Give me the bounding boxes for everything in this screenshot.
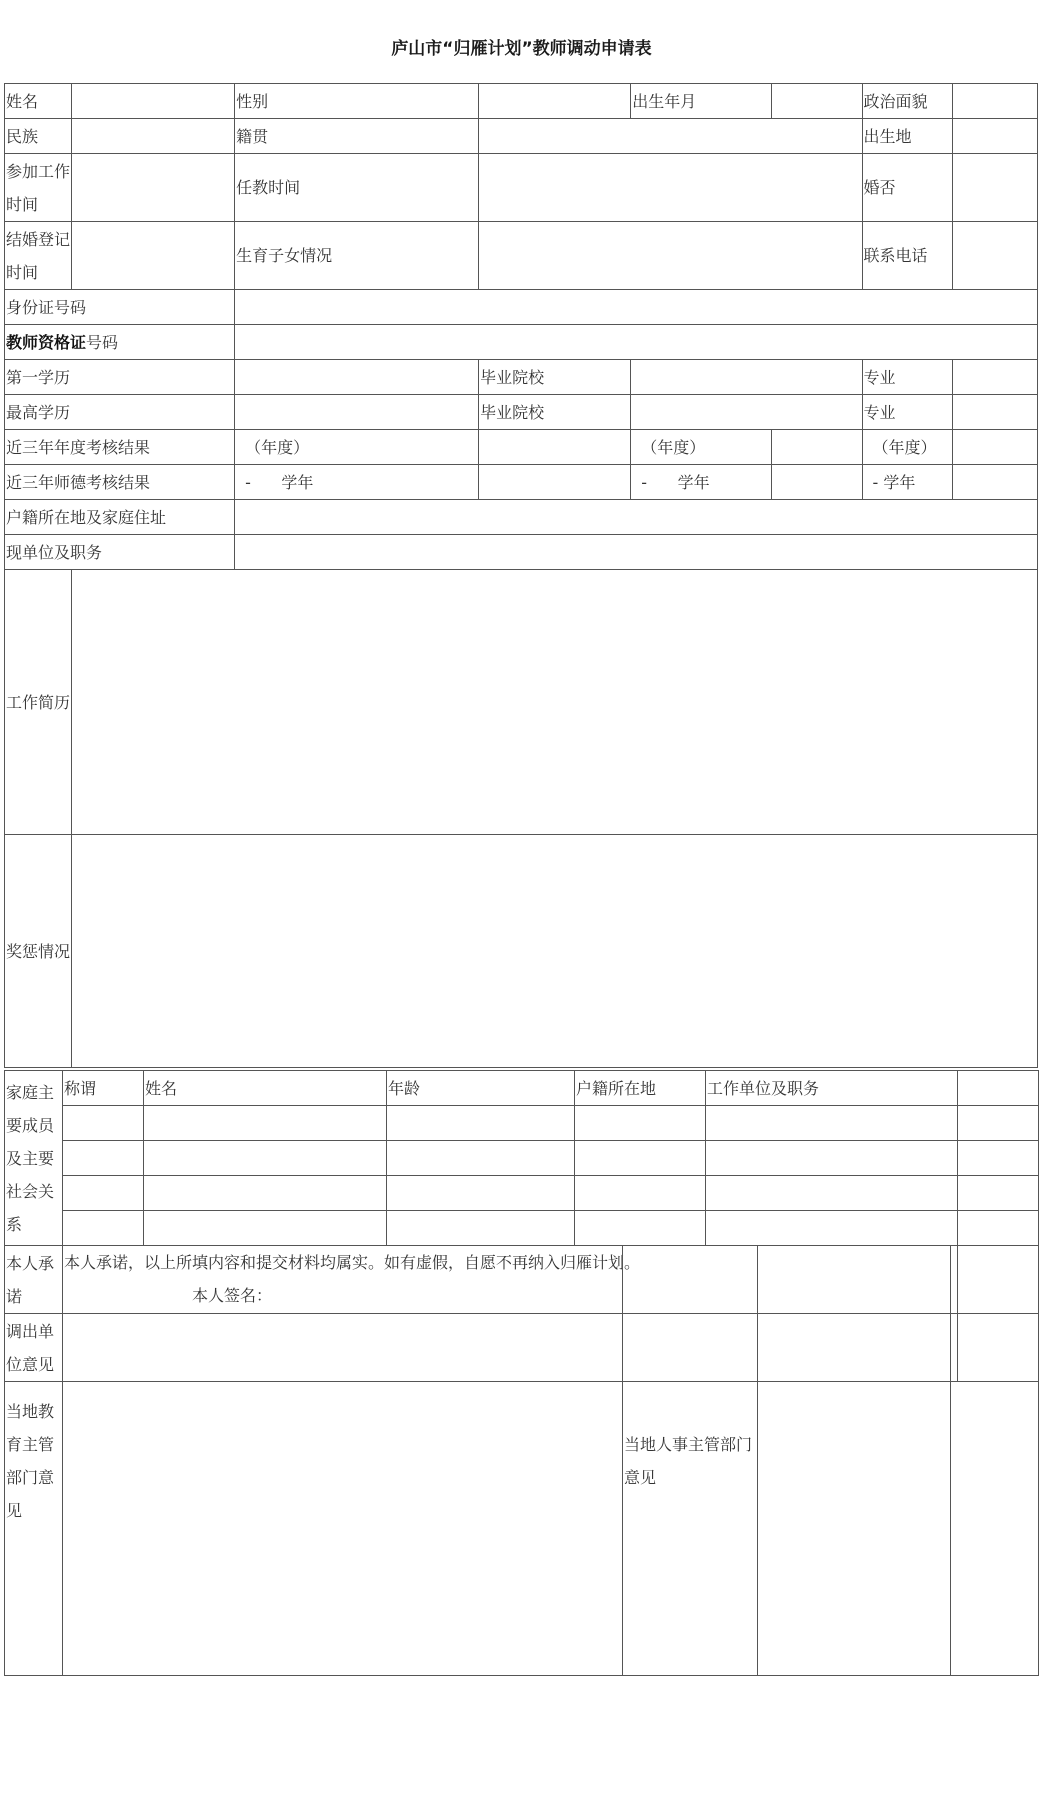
field-edu-dept-opinion[interactable] [63, 1246, 623, 1676]
label-work-resume: 工作简历 [5, 570, 72, 835]
ethics-result-1[interactable] [479, 465, 631, 500]
label-name: 姓名 [5, 84, 72, 119]
form-row [5, 290, 1038, 325]
label-gender: 性别 [235, 84, 479, 119]
family-cell[interactable] [144, 1141, 387, 1176]
label-hr-dept-opinion: 当地人事主管部门意见 [623, 1246, 758, 1676]
field-ethnicity[interactable] [72, 119, 235, 154]
annual-result-2[interactable] [771, 430, 862, 465]
field-major-1[interactable] [953, 360, 1038, 395]
form-row [5, 222, 1038, 290]
ethics-result-2[interactable] [771, 465, 862, 500]
label-major-1: 专业 [862, 360, 953, 395]
family-cell[interactable] [706, 1176, 958, 1211]
signature-label: 本人签名： [192, 1286, 273, 1305]
field-id-number[interactable] [235, 290, 1038, 325]
commitment-text: 本人承诺，以上所填内容和提交材料均属实。如有虚假，自愿不再纳入归雁计划。 [64, 1253, 641, 1272]
family-cell[interactable] [63, 1106, 144, 1141]
form-row [5, 430, 1038, 465]
label-highest-education: 最高学历 [5, 395, 235, 430]
family-cell[interactable] [63, 1211, 144, 1246]
family-cell[interactable] [706, 1141, 958, 1176]
field-rewards[interactable] [72, 835, 1038, 1068]
family-cell[interactable] [63, 1141, 144, 1176]
family-cell[interactable] [706, 1211, 958, 1246]
ethics-year-3[interactable]: - 学年 [862, 465, 953, 500]
label-children: 生育子女情况 [235, 222, 479, 290]
family-row [5, 1176, 1039, 1211]
annual-result-3[interactable] [953, 430, 1038, 465]
form-row [5, 835, 1038, 1068]
field-gender[interactable] [479, 84, 631, 119]
label-graduate-school-1: 毕业院校 [479, 360, 631, 395]
form-row [5, 119, 1038, 154]
col-member-name: 姓名 [144, 1071, 387, 1106]
form-row [5, 325, 1038, 360]
page-title: 庐山市“归雁计划”教师调动申请表 [391, 39, 652, 59]
field-native-place[interactable] [479, 119, 862, 154]
label-teacher-cert [5, 325, 235, 360]
annual-year-3[interactable]: （年度） [862, 430, 953, 465]
form-row [5, 360, 1038, 395]
field-highest-education[interactable] [235, 395, 479, 430]
label-teacher-cert-rest: 号码 [86, 332, 119, 352]
family-cell[interactable] [387, 1176, 575, 1211]
label-birth-date: 出生年月 [631, 84, 772, 119]
family-cell[interactable] [575, 1176, 706, 1211]
family-row [5, 1141, 1039, 1176]
field-first-education[interactable] [235, 360, 479, 395]
family-cell[interactable] [958, 1211, 1039, 1246]
label-current-unit: 现单位及职务 [5, 535, 235, 570]
family-cell[interactable] [575, 1211, 706, 1246]
label-commitment: 本人承诺 [5, 1246, 63, 1314]
label-phone: 联系电话 [862, 222, 953, 290]
label-transfer-out-opinion: 调出单位意见 [5, 1314, 63, 1382]
family-cell[interactable] [144, 1211, 387, 1246]
form-row [5, 395, 1038, 430]
annual-result-1[interactable] [479, 430, 631, 465]
family-cell[interactable] [387, 1106, 575, 1141]
field-birth-date[interactable] [771, 84, 862, 119]
form-row [5, 154, 1038, 222]
field-phone[interactable] [953, 222, 1038, 290]
field-birthplace[interactable] [953, 119, 1038, 154]
field-graduate-school-2[interactable] [631, 395, 862, 430]
label-residence: 户籍所在地及家庭住址 [5, 500, 235, 535]
label-marriage-reg: 结婚登记时间 [5, 222, 72, 290]
form-row [5, 535, 1038, 570]
label-political-status: 政治面貌 [862, 84, 953, 119]
family-cell[interactable] [575, 1141, 706, 1176]
family-cell[interactable] [144, 1106, 387, 1141]
family-cell[interactable] [706, 1106, 958, 1141]
field-teacher-cert[interactable] [235, 325, 1038, 360]
field-current-unit[interactable] [235, 535, 1038, 570]
opinion-row [5, 1246, 1039, 1676]
family-cell[interactable] [958, 1176, 1039, 1211]
label-native-place: 籍贯 [235, 119, 479, 154]
field-marriage-reg[interactable] [72, 222, 235, 290]
label-ethnicity: 民族 [5, 119, 72, 154]
label-marital: 婚否 [862, 154, 953, 222]
label-rewards: 奖惩情况 [5, 835, 72, 1068]
family-row [5, 1106, 1039, 1141]
family-cell[interactable] [958, 1106, 1039, 1141]
field-work-resume[interactable] [72, 570, 1038, 835]
field-hr-dept-opinion[interactable] [758, 1246, 951, 1676]
label-graduate-school-2: 毕业院校 [479, 395, 631, 430]
family-cell[interactable] [575, 1106, 706, 1141]
family-cell[interactable] [958, 1141, 1039, 1176]
col-relation: 称谓 [63, 1071, 144, 1106]
ethics-year-1[interactable]: - 学年 [235, 465, 479, 500]
department-opinion-table [4, 1245, 1039, 1676]
label-birthplace: 出生地 [862, 119, 953, 154]
form-row [5, 84, 1038, 119]
label-work-start: 参加工作时间 [5, 154, 72, 222]
ethics-result-3[interactable] [953, 465, 1038, 500]
field-marital[interactable] [953, 154, 1038, 222]
label-teacher-cert-bold: 教师资格证 [6, 332, 87, 352]
label-id-number: 身份证号码 [5, 290, 235, 325]
col-age: 年龄 [387, 1071, 575, 1106]
family-cell[interactable] [144, 1176, 387, 1211]
form-row [5, 465, 1038, 500]
family-cell[interactable] [387, 1211, 575, 1246]
form-row [5, 500, 1038, 535]
family-row [5, 1211, 1039, 1246]
label-family-members: 家庭主要成员及主要社会关系 [5, 1071, 63, 1246]
field-children[interactable] [479, 222, 862, 290]
family-header-row [5, 1071, 1039, 1106]
family-cell[interactable] [387, 1141, 575, 1176]
col-work-unit: 工作单位及职务 [706, 1071, 958, 1106]
label-annual-assessment: 近三年年度考核结果 [5, 430, 235, 465]
annual-year-1[interactable]: （年度） [235, 430, 479, 465]
col-extra [958, 1071, 1039, 1106]
field-major-2[interactable] [953, 395, 1038, 430]
label-major-2: 专业 [862, 395, 953, 430]
label-first-education: 第一学历 [5, 360, 235, 395]
field-political-status[interactable] [953, 84, 1038, 119]
field-residence[interactable] [235, 500, 1038, 535]
ethics-year-2[interactable]: - 学年 [631, 465, 772, 500]
label-ethics-assessment: 近三年师德考核结果 [5, 465, 235, 500]
label-edu-dept-opinion: 当地教育主管部门意见 [5, 1246, 63, 1676]
field-graduate-school-1[interactable] [631, 360, 862, 395]
application-form-main [4, 83, 1038, 1068]
field-work-start[interactable] [72, 154, 235, 222]
field-name[interactable] [72, 84, 235, 119]
annual-year-2[interactable]: （年度） [631, 430, 772, 465]
opinion-extra [951, 1246, 1039, 1676]
family-cell[interactable] [63, 1176, 144, 1211]
label-teaching-start: 任教时间 [235, 154, 479, 222]
col-hukou: 户籍所在地 [575, 1071, 706, 1106]
field-teaching-start[interactable] [479, 154, 862, 222]
form-row [5, 570, 1038, 835]
